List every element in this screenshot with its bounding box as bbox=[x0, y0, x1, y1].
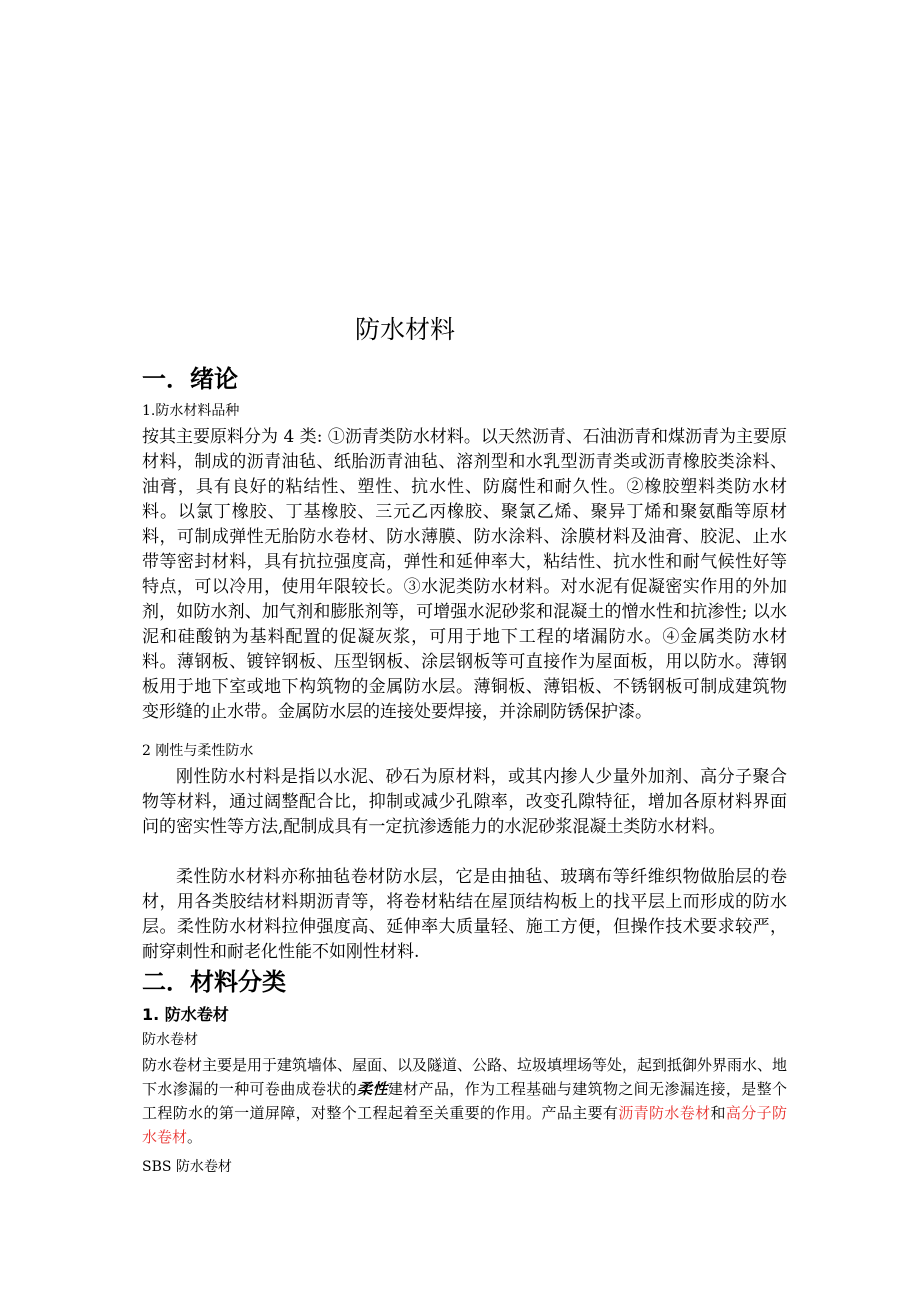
paragraph-text: 防水卷材主要是用于建筑墙体、屋面、以及隧道、公路、垃圾填埋场等处，起到抵御外界雨水、地下水渗漏的一种可卷曲成卷状的 bbox=[142, 1056, 788, 1098]
paragraph-material-types: 按其主要原料分为 4 类: ①沥青类防水材料。以天然沥青、石油沥青和煤沥青为主要原材料，制成的沥青油毡、纸胎沥青油毡、溶剂型和水乳型沥青类或沥青橡胶类涂料、油膏，具有良好的粘结性、塑性、抗水性、防腐性和耐久性。②橡胶塑料类防水材料。以氯丁橡胶、丁基橡胶、三元乙丙橡胶、聚氯乙烯、聚异丁烯和聚氨酯等原材料，可制成弹性无胎防水卷材、防水薄膜、防水涂料、涂膜材料及油膏、胶泥、止水带等密封材料，具有抗拉强度高，弹性和延伸率大，粘结性、抗水性和耐气候性好等特点，可以冷用，使用年限较长。③水泥类防水材料。对水泥有促凝密实作用的外加剂，如防水剂、加气剂和膨胀剂等，可增强水泥砂浆和混凝土的憎水性和抗渗性; 以水泥和硅酸钠为基料配置的促凝灰浆，可用于地下工程的堵漏防水。④金属类防水材料。薄钢板、镀锌钢板、压型钢板、涂层钢板等可直接作为屋面板，用以防水。薄钢板用于地下室或地下构筑物的金属防水层。薄铜板、薄铝板、不锈钢板可制成建筑物变形缝的止水带。金属防水层的连接处要焊接，并涂刷防锈保护漆。 bbox=[142, 427, 787, 722]
link-polymer-membrane[interactable]: 高分子防水卷材 bbox=[142, 1104, 787, 1146]
section-heading-introduction: 一．绪论 bbox=[142, 365, 238, 393]
conjunction-text: 和 bbox=[710, 1104, 726, 1122]
paragraph-rigid-waterproofing: 刚性防水村料是指以水泥、砂石为原材料，或其内掺人少量外加剂、高分子聚合物等材料，通过阔整配合比，抑制或减少孔隙率，改变孔隙特征，增加各原材料界面问的密实性等方法,配制成具有一定抗渗透能力的水泥砂浆混凝土类防水材料。 bbox=[142, 767, 787, 837]
label-membranes: 防水卷材 bbox=[142, 1032, 198, 1048]
label-sbs-membrane: SBS 防水卷材 bbox=[142, 1159, 232, 1175]
section-heading-classification: 二．材料分类 bbox=[142, 968, 286, 996]
subheading-material-types: 1.防水材料品种 bbox=[142, 403, 240, 419]
subheading-rigid-flexible: 2 刚性与柔性防水 bbox=[142, 743, 254, 759]
paragraph-text: 建材产品，作为工程基础与建筑物之间无渗漏连接，是整个工程防水的第一道屏障，对整个工程起着至关重要的作用。产品主要有 bbox=[142, 1080, 787, 1122]
subheading-membranes: 1. 防水卷材 bbox=[142, 1005, 229, 1024]
emphasis-flexible: 柔性 bbox=[357, 1080, 388, 1098]
paragraph-flexible-waterproofing: 柔性防水材料亦称抽毡卷材防水层，它是由抽毡、玻璃布等纤维织物做胎层的卷材，用各类胶结材料期沥青等，将卷材粘结在屋顶结构板上的找平层上而形成的防水层。柔性防水材料拉伸强度高、延伸率大质量轻、施工方便，但操作技术要求较严，耐穿刺性和耐老化性能不如刚性材料. bbox=[142, 867, 787, 962]
paragraph-end: 。 bbox=[187, 1128, 203, 1146]
link-asphalt-membrane[interactable]: 沥青防水卷材 bbox=[618, 1104, 711, 1122]
paragraph-membranes bbox=[142, 1053, 787, 1149]
document-title: 防水材料 bbox=[354, 315, 455, 344]
